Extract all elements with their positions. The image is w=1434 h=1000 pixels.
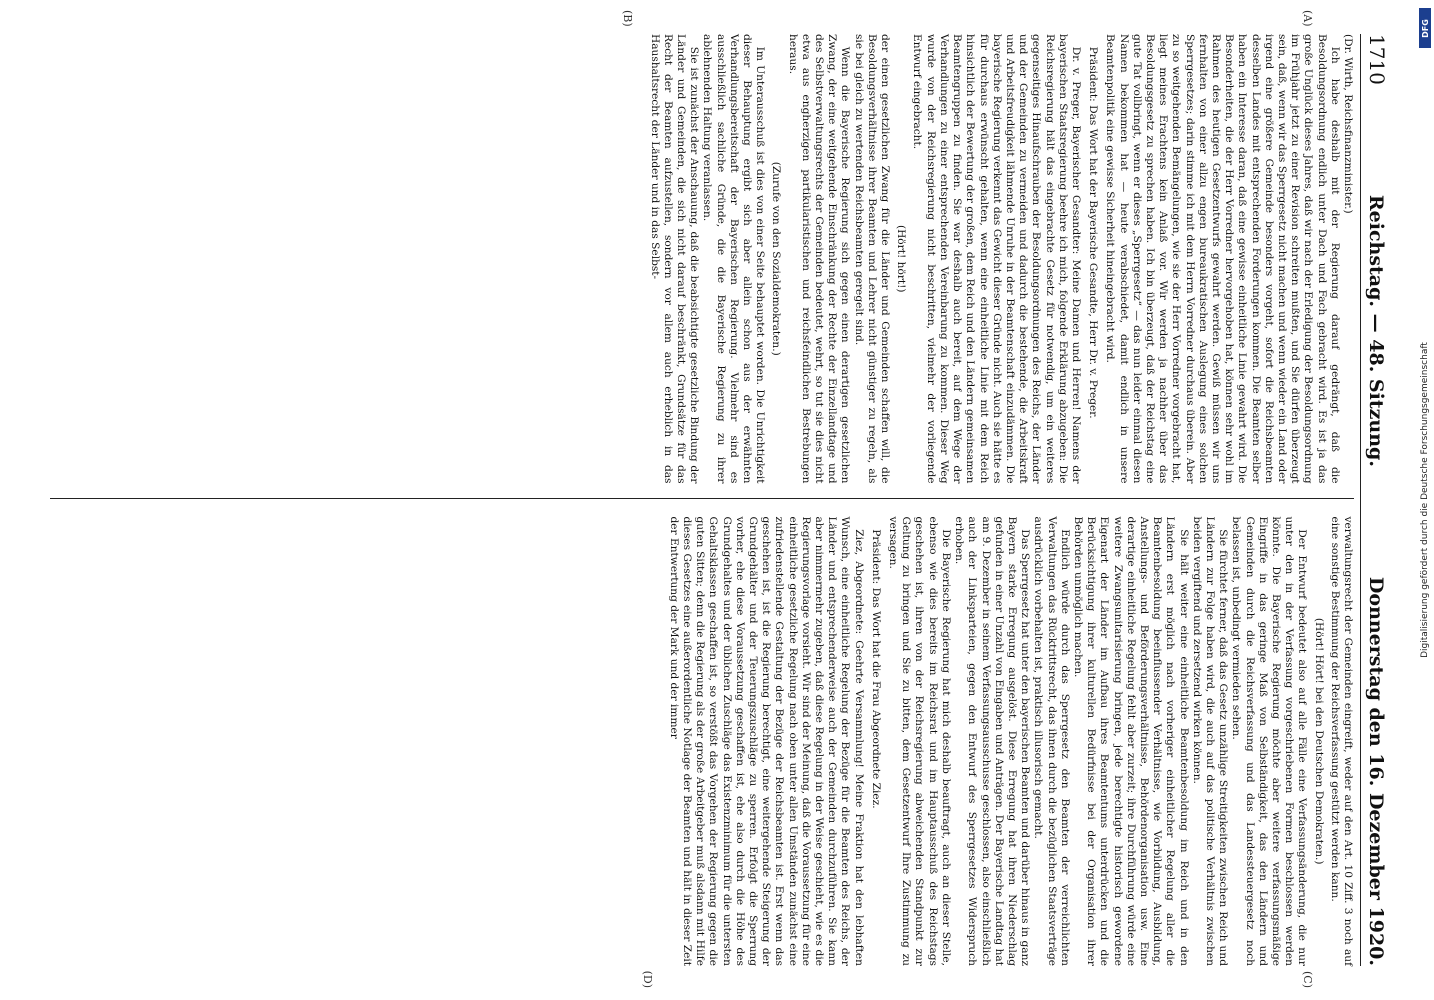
running-header — [1360, 34, 1389, 966]
paragraph: Der Entwurf bedeutet also auf alle Fälle eine Verfassungsänderung, die nur unter den in der Verfassung vorgeschriebenen Formen beschlossen werden könnte. Die Bayerische Regierung möchte aber weitere verfassungsmäßige Eingriffe in das geringe Maß von Selbständigkeit, das den Ländern und Gemeinden durch die Reichsverfassung und das Landessteuergesetz noch belassen ist, unbedingt vermieden sehen. — [1230, 516, 1309, 966]
paragraph: Sie ist zunächst der Anschauung, daß die beabsichtigte gesetzliche Bindung der Länder und Gemeinden, die sich nicht darauf beschränkt, Grundsätze für das Recht der Beamten aufzustellen, sondern vor allem auch erheblich in das Haushaltsrecht der Länder und in das Selbst- — [648, 34, 701, 484]
interjection: (Hört! Hört! bei den Deutschen Demokraten.) — [1312, 617, 1325, 865]
page-number: 1710 — [1365, 34, 1389, 85]
paragraph: Ich habe deshalb mit der Regierung darauf gedrängt, daß die Besoldungsordnung endlich unter Dach und Fach gebracht wird. Es ist ja das große Unglück dieses Jahres, daß wir nach der Erledigung der Besoldungsordnung im Frühjahr jetzt zu einer Revision schreiten mußten, und Sie dürfen überzeugt sein, daß, wenn wir das Sperrgesetz nicht machen und wenn wieder ein Land oder irgend eine größere Gemeinde besonders vorgeht, sofort die Reichsbeamten desselben Landes mit entsprechenden Forderungen kommen. Die Beamten selber haben ein Interesse daran, daß eine gewisse einheitliche Linie gewahrt wird. Die Besonderheiten, die der Herr Vorredner hervorgehoben hat, können sehr wohl im Rahmen des heutigen Gesetzentwurfs gewahrt werden. Gewiß müssen wir uns fernhalten von einer allzu engen bureaukratischen Auslegung eines solchen Sperrgesetzes; darin stimme ich mit dem Herrn Vorredner durchaus überein. Aber zu so weitgehenden Bemängelungen, wie sie der Herr Vorredner vorgebracht hat, liegt meines Erachtens kein Anlaß vor. Wir werden ja nachher über das Besoldungsgesetz zu sprechen haben. Ich bin überzeugt, daß der Reichstag eine gute Tat vollbringt, wenn er dieses „Sperrgesetz“ — das nun leider einmal diesen Namen bekommen hat — heute verabschiedet, damit endlich in unsere Beamtenpolitik eine gewisse Sicherheit hineingebracht wird. — [1104, 34, 1341, 484]
paragraph: Wenn die Bayerische Regierung sich gegen einen derartigen gesetzlichen Zwang, der eine weitgehende Einschränkung der Rechte der Einzellandtage und des Selbstverwaltungsrechts der Gemeinden bedeutet, wehrt, so tut sie dies nicht etwa aus engherzigen partikularistischen und reichsfeindlichen Bestrebungen heraus. — [786, 34, 852, 484]
paragraph: der einen gesetzlichen Zwang für die Länder und Gemeinden schaffen will, die Besoldungsverhältnisse ihrer Beamten und Lehrer nicht günstiger zu regeln, als sie bei gleich zu wertenden Reichsbeamten geregelt sind. — [852, 34, 892, 484]
speaker-note: (Dr. Wirth, Reichsfinanzminister.) — [1342, 34, 1354, 214]
paragraph-ziez: Ziez, Abgeordnete: Geehrte Versammlung! Meine Fraktion hat den lebhaften Wunsch, eine einheitliche Regelung der Bezüge für die Beamten des Reichs, der Länder und entsprechenderweise auch der Gemeinden durchzuführen. Sie kann aber nimmermehr zugeben, daß diese Regelung in der Weise geschieht, wie es die Regierungsvorlage vorsieht. Wir sind der Meinung, daß die Voraussetzung für eine einheitliche gesetzliche Regelung nach oben unter allen Umständen zunächst eine zufriedenstellende Gestaltung der Bezüge der Reichsbeamten ist. Erst wenn das geschehen ist, ist die Regierung berechtigt, eine weitergehende Steigerung der Grundgehälter und der Teuerungszuschläge zu sperren. Erfolgt die Sperrung vorher, ehe diese Voraussetzung geschaffen ist, ehe also durch die Höhe des Grundgehaltes und der üblichen Zuschläge das Existenzminimum für die untersten Gehaltsklassen geschaffen ist, so verstößt das Vorgehen der Regierung gegen die guten Sitten; denn die Regierung als der große Arbeitgeber muß alsdann mit Hilfe dieses Gesetzes eine außerordentliche Notlage der Beamten und hält in dieser Zeit der Entwertung der Mark und der immer — [667, 516, 865, 966]
paragraph: Die Bayerische Regierung hat mich deshalb beauftragt, auch an dieser Stelle, ebenso wie dies bereits im Reichsrat und im Hauptausschuß des Reichstags geschehen ist, ihren von der Reichsregierung abweichenden Standpunkt zur Geltung zu bringen und Sie zu bitten, dem Gesetzentwurf Ihre Zustimmung zu versagen. — [887, 516, 952, 966]
margin-marker-d: (D) — [641, 970, 654, 988]
text-columns — [50, 10, 1354, 988]
margin-marker-c: (C) — [1301, 971, 1314, 988]
paragraph: Sie hält weiter eine einheitliche Beamtenbesoldung im Reich und in den Ländern erst möglich nach vorheriger einheitlicher Regelung aller die Beamtenbesoldung beeinflussender Verhältnisse, wie Vorbildung, Ausbildung, Anstellungs- und Beförderungsverhältnisse, Behördenorganisation usw. Eine derartige einheitliche Regelung fehlt aber zurzeit; ihre Durchführung würde eine weitere Zwangsunitarisierung bringen, jede berechtigte historisch gewordene Eigenart der Länder im Aufbau ihres Beamtentums unterdrücken und die Berücksichtigung ihrer kulturellen Bedürfnisse bei der Organisation ihrer Behörden unmöglich machen. — [1071, 516, 1190, 966]
paragraph: Das Sperrgesetz hat unter den bayerischen Beamten und darüber hinaus in ganz Bayern starke Erregung ausgelöst. Diese Erregung hat ihren Niederschlag gefunden in einer Unzahl von Eingaben und Anträgen. Der Bayerische Landtag hat am 9. Dezember in seinem Verfassungsausschusse geschlossen, also einschließlich auch der Linksparteien, gegen den Entwurf des Sperrgesetzes Widerspruch erhoben. — [953, 516, 1032, 966]
header-right-title: Donnerstag den 16. Dezember 1920. — [1365, 576, 1387, 966]
digitization-credit — [1416, 0, 1434, 1000]
header-left-title: Reichstag. — 48. Sitzung. — [1365, 194, 1387, 467]
paragraph: Im Unterausschuß ist dies von einer Seite behauptet worden. Die Unrichtigkeit dieser Behauptung ergibt sich aber allein schon aus der erwähnten Verhandlungsbereitschaft der Bayerischen Regierung. Vielmehr sind es ausschließlich sachliche Gründe, die die Bayerische Regierung zu ihrer ablehnenden Haltung veranlassen. — [701, 34, 767, 484]
paragraph: verwaltungsrecht der Gemeinden eingreift, weder auf den Art. 10 Ziff. 3 noch auf eine sonstige Bestimmung der Reichsverfassung gestützt werden kann. — [1328, 516, 1354, 966]
margin-marker-b: (B) — [621, 10, 634, 27]
left-column — [50, 10, 1354, 499]
paragraph: Sie fürchtet ferner, daß das Gesetz unzählige Streitigkeiten zwischen Reich und Ländern zur Folge haben wird, die auch auf das politische Verhältnis zwischen beiden vergiftend und zersetzend wirken können. — [1190, 516, 1230, 966]
paragraph-preger: Dr. v. Preger, Bayerischer Gesandter: Meine Damen und Herren! Namens der bayerischen Staatsregierung beehre ich mich, folgende Erklärung abzugeben: Die Reichsregierung hält das eingebrachte Gesetz für notwendig, um ein weiteres gegenseitiges Hinaufschrauben der Besoldungsordnungen des Reichs, der Länder und der Gemeinden zu vermeiden und dadurch die bestehende, die Arbeitskraft und Arbeitsfreudigkeit lähmende Unruhe in der Beamtenschaft einzudämmen. Die bayerische Regierung verkennt das Gewicht dieser Gründe nicht. Auch sie hätte es für durchaus erwünscht gehalten, wenn eine einheitliche Linie mit dem Reich hinsichtlich der Bewertung der großen, dem Reich und den Ländern gemeinsamen Beamtengruppen zu finden. Sie war deshalb auch bereit, auf dem Wege der Verhandlungen zu einer entsprechenden Vereinbarung zu kommen. Dieser Weg wurde von der Reichsregierung nicht beschritten, vielmehr der vorliegende Entwurf eingebracht. — [911, 34, 1082, 484]
interjection: (Zurufe von den Sozialdemokraten.) — [770, 161, 783, 356]
paragraph-president: Präsident: Das Wort hat die Frau Abgeordnete Ziez. — [869, 529, 882, 809]
dfg-logo: DFG — [1419, 8, 1431, 48]
right-column — [50, 516, 1354, 988]
paragraph-president: Präsident: Das Wort hat der Bayerische Gesandte, Herr Dr. v. Preger. — [1087, 46, 1100, 419]
credit-text: Digitalisierung gefördert durch die Deutsche Forschungsgemeinschaft — [1420, 342, 1430, 658]
document-page — [27, 0, 1407, 1000]
paragraph: Endlich würde durch das Sperrgesetz den Beamten der verreichlichten Verwaltungen das Rücktrittsrecht, das ihnen durch die bezüglichen Staatsverträge ausdrücklich vorbehalten ist, praktisch illusorisch gemacht. — [1032, 516, 1071, 966]
interjection: (Hört! hört!) — [895, 224, 908, 293]
margin-marker-a: (A) — [1301, 10, 1314, 27]
